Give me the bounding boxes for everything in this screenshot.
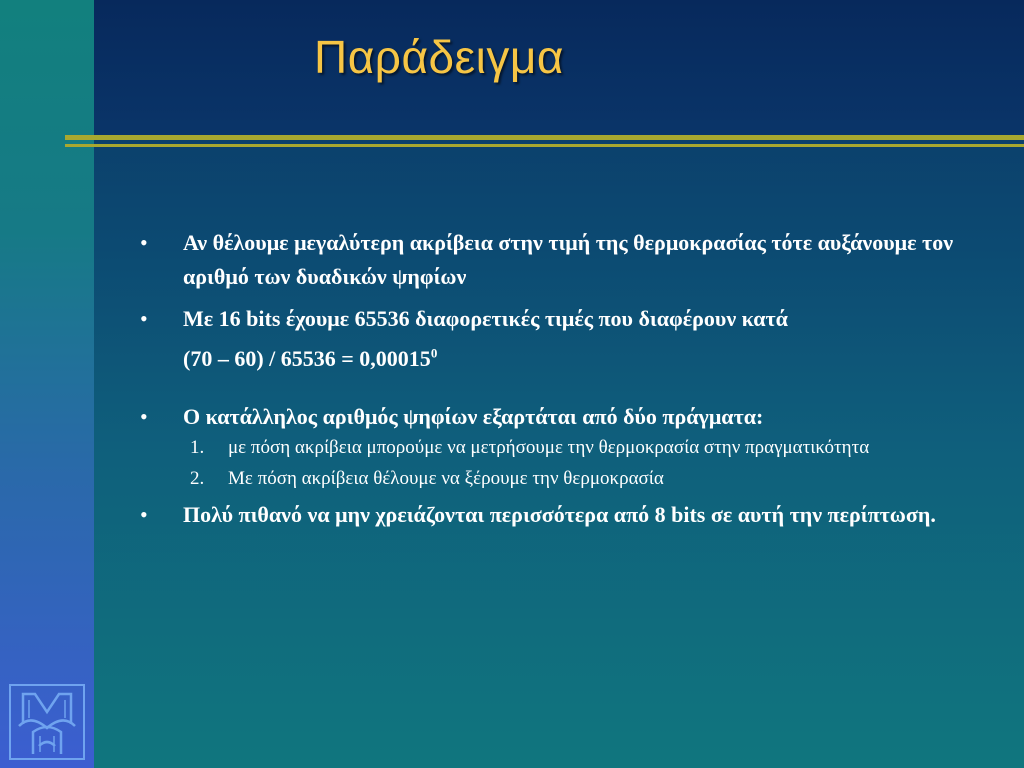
formula-superscript: 0 <box>430 345 438 361</box>
bullet-item <box>138 400 988 434</box>
formula-line <box>183 342 988 376</box>
formula-text: (70 – 60) / 65536 = 0,00015 <box>183 346 431 371</box>
university-logo-icon <box>9 684 85 760</box>
bullet-item <box>138 498 988 532</box>
subitem-number: 2. <box>190 468 205 489</box>
bullet-marker: • <box>140 502 148 527</box>
numbered-subitem <box>138 465 988 492</box>
bullet-text: Αν θέλουμε μεγαλύτερη ακρίβεια στην τιμή της θερμοκρασίας τότε αυξάνουμε τον αριθμό των δυαδικών ψηφίων <box>183 230 954 289</box>
numbered-subitem <box>138 434 988 461</box>
bullet-text: Πολύ πιθανό να μην χρειάζονται περισσότερα από 8 bits σε αυτή την περίπτωση. <box>183 502 936 527</box>
subitem-text: με πόση ακρίβεια μπορούμε να μετρήσουμε την θερμοκρασία στην πραγματικότητα <box>228 437 870 458</box>
bullet-item <box>138 226 988 294</box>
subitem-text: Με πόση ακρίβεια θέλουμε να ξέρουμε την θερμοκρασία <box>228 468 664 489</box>
bullet-marker: • <box>140 230 148 255</box>
bullet-text: Με 16 bits έχουμε 65536 διαφορετικές τιμές που διαφέρουν κατά <box>183 306 788 331</box>
bullet-marker: • <box>140 306 148 331</box>
title-divider-top <box>65 135 1024 140</box>
slide-body <box>138 226 988 532</box>
bullet-item <box>138 302 988 376</box>
left-decor-bar <box>0 0 94 768</box>
subitem-number: 1. <box>190 437 205 458</box>
slide-title: Παράδειγμα <box>313 31 564 83</box>
title-divider-bottom <box>65 144 1024 147</box>
spacer <box>138 376 988 400</box>
bullet-text: Ο κατάλληλος αριθμός ψηφίων εξαρτάται από δύο πράγματα: <box>183 404 764 429</box>
bullet-marker: • <box>140 404 148 429</box>
